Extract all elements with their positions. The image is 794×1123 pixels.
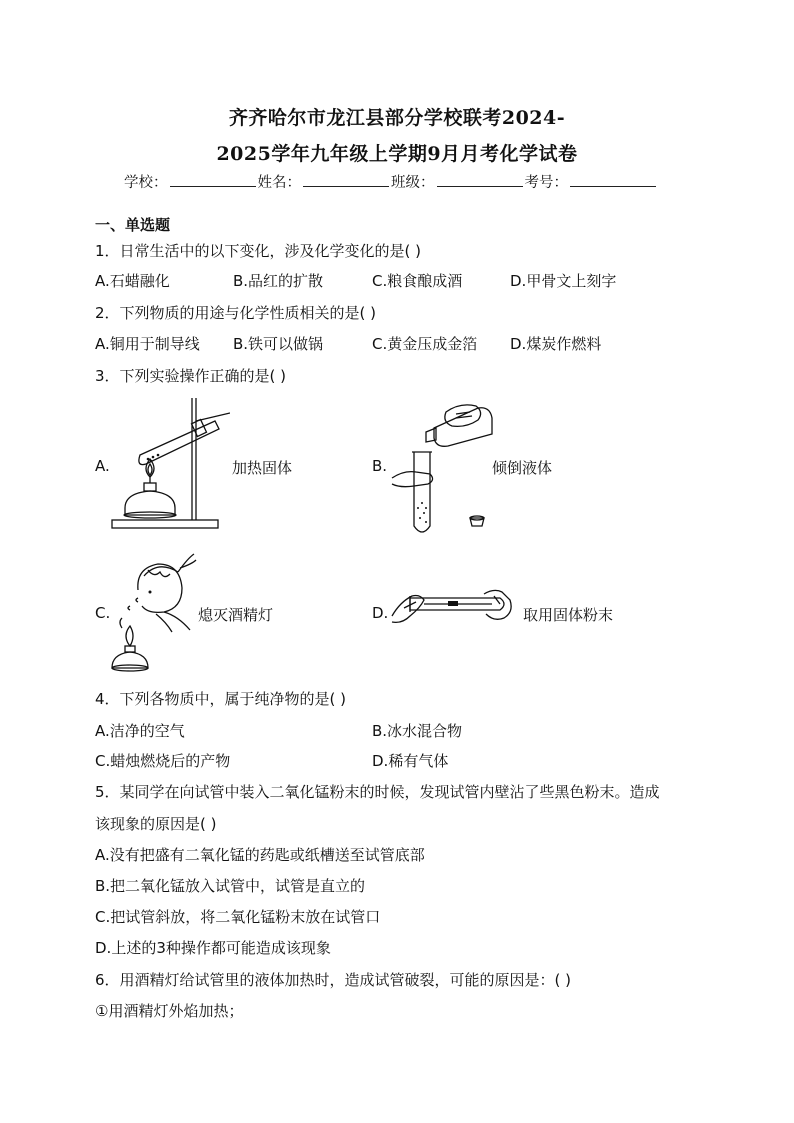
- q3-option-c-letter[interactable]: C.: [95, 604, 111, 622]
- exam-title-line1: 齐齐哈尔市龙江县部分学校联考2024-: [228, 107, 566, 129]
- q5-option-c[interactable]: C.把试管斜放，将二氧化锰粉末放在试管口: [95, 908, 381, 926]
- exam-number-label: 考号：: [524, 175, 568, 191]
- q1-option-c[interactable]: C.粮食酿成酒: [372, 272, 463, 290]
- name-blank[interactable]: [303, 172, 389, 187]
- q5-option-d[interactable]: D.上述的3种操作都可能造成该现象: [95, 939, 331, 957]
- question-3-stem: 3．下列实验操作正确的是( ): [95, 367, 287, 385]
- q4-option-b[interactable]: B.冰水混合物: [372, 722, 463, 740]
- q3-option-c-label: 熄灭酒精灯: [198, 606, 274, 624]
- question-5-stem-line1: 5．某同学在向试管中装入二氧化锰粉末的时候，发现试管内壁沾了些黑色粉末。造成: [95, 783, 660, 801]
- school-label: 学校：: [124, 175, 168, 191]
- question-5-stem-line2: 该现象的原因是( ): [95, 815, 217, 833]
- heating-solid-apparatus-icon: [110, 393, 230, 533]
- q3-option-b-label: 倾倒液体: [492, 459, 553, 477]
- q4-option-c[interactable]: C.蜡烛燃烧后的产物: [95, 752, 231, 770]
- q2-option-a[interactable]: A.铜用于制导线: [95, 335, 200, 353]
- exam-number-blank[interactable]: [570, 172, 656, 187]
- school-blank[interactable]: [170, 172, 256, 187]
- q3-option-b-letter[interactable]: B.: [372, 457, 388, 475]
- q3-option-d-letter[interactable]: D.: [372, 604, 389, 622]
- question-4-stem: 4．下列各物质中，属于纯净物的是( ): [95, 690, 347, 708]
- question-6-stem: 6．用酒精灯给试管里的液体加热时，造成试管破裂，可能的原因是：( ): [95, 971, 572, 989]
- q1-option-b[interactable]: B.品红的扩散: [233, 272, 324, 290]
- class-blank[interactable]: [437, 172, 523, 187]
- q6-item-1: ①用酒精灯外焰加热；: [95, 1002, 244, 1020]
- exam-title-line2: 2025学年九年级上学期9月月考化学试卷: [216, 143, 578, 165]
- q4-option-d[interactable]: D.稀有气体: [372, 752, 449, 770]
- taking-powder-icon: [390, 582, 518, 632]
- question-1-stem: 1．日常生活中的以下变化，涉及化学变化的是( ): [95, 242, 422, 260]
- q3-option-a-label: 加热固体: [232, 459, 293, 477]
- q3-option-d-label: 取用固体粉末: [523, 606, 614, 624]
- pouring-liquid-icon: [386, 398, 496, 538]
- student-info-row: [124, 171, 658, 192]
- section-heading: 一、单选题: [95, 216, 171, 234]
- q4-option-a[interactable]: A.洁净的空气: [95, 722, 185, 740]
- name-label: 姓名：: [257, 175, 301, 191]
- q2-option-d[interactable]: D.煤炭作燃料: [510, 335, 602, 353]
- q3-option-a-letter[interactable]: A.: [95, 457, 110, 475]
- q5-option-a[interactable]: A.没有把盛有二氧化锰的药匙或纸槽送至试管底部: [95, 846, 425, 864]
- class-label: 班级：: [391, 175, 435, 191]
- q2-option-b[interactable]: B.铁可以做锅: [233, 335, 324, 353]
- q1-option-d[interactable]: D.甲骨文上刻字: [510, 272, 617, 290]
- q2-option-c[interactable]: C.黄金压成金箔: [372, 335, 478, 353]
- question-2-stem: 2．下列物质的用途与化学性质相关的是( ): [95, 304, 377, 322]
- extinguish-lamp-icon: [108, 550, 200, 678]
- q5-option-b[interactable]: B.把二氧化锰放入试管中，试管是直立的: [95, 877, 366, 895]
- q1-option-a[interactable]: A.石蜡融化: [95, 272, 170, 290]
